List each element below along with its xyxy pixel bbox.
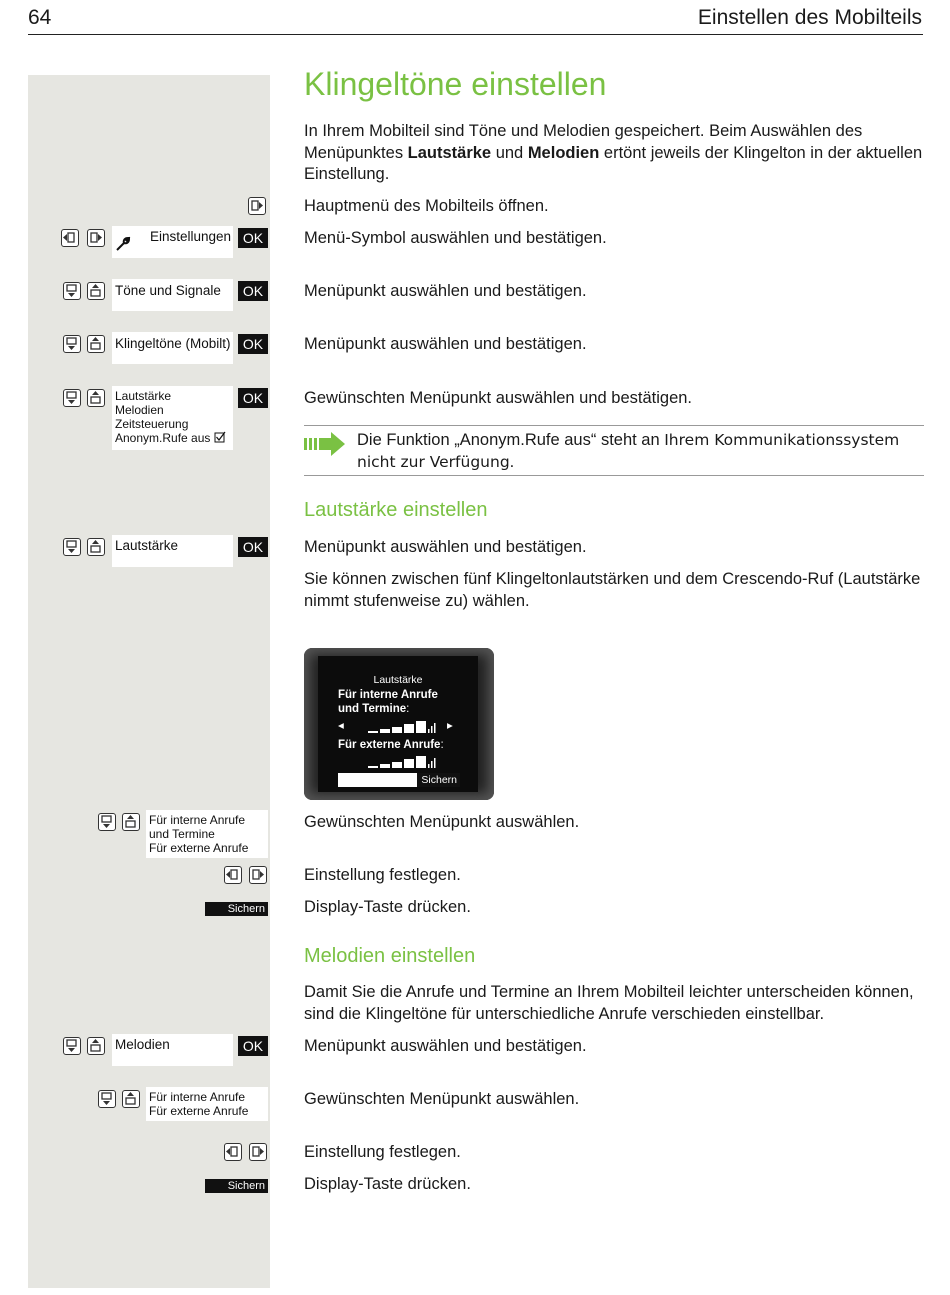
list-item: Melodien: [115, 403, 164, 417]
nav-down-key-icon: [63, 1037, 81, 1055]
ok-key: OK: [238, 228, 268, 248]
step-text: Einstellung festlegen.: [304, 866, 461, 884]
step-text: Menüpunkt auswählen und bestätigen.: [304, 1037, 587, 1055]
step-text: Gewünschten Menüpunkt auswählen.: [304, 813, 580, 831]
step-text: Menü-Symbol auswählen und bestätigen.: [304, 229, 607, 247]
step-text: Menüpunkt auswählen und bestätigen.: [304, 335, 587, 353]
nav-up-key-icon: [87, 389, 105, 407]
sichern-softkey: Sichern: [205, 1179, 268, 1193]
nav-left-key-icon: [224, 866, 242, 884]
nav-up-key-icon: [122, 1090, 140, 1108]
display-lautstaerke: Lautstärke: [112, 535, 233, 567]
ok-key: OK: [238, 334, 268, 354]
screen-display: [318, 656, 478, 792]
screen-softkey-bar: [338, 773, 460, 787]
nav-up-key-icon: [87, 1037, 105, 1055]
nav-up-key-icon: [122, 813, 140, 831]
list-item: Zeitsteuerung: [115, 417, 189, 431]
display-einstellungen: Einstellungen: [112, 226, 233, 258]
ok-key: OK: [238, 281, 268, 301]
nav-right-key-icon: [87, 229, 105, 247]
note-arrow-icon: [304, 431, 346, 462]
melodien-paragraph: Damit Sie die Anrufe und Termine an Ihrem Mobilteil leichter unterscheiden können, sind die Klingeltöne für unterschiedliche Anrufe verschieden einstellbar.: [304, 983, 914, 1023]
right-arrow-icon: ▸: [447, 720, 453, 732]
nav-down-key-icon: [63, 389, 81, 407]
note-rule-top: [304, 425, 924, 426]
section-heading-lautstaerke: Lautstärke einstellen: [304, 499, 488, 521]
step-text: Gewünschten Menüpunkt auswählen und bestätigen.: [304, 389, 693, 407]
ok-key: OK: [238, 537, 268, 557]
nav-left-key-icon: [61, 229, 79, 247]
section-heading-melodien: Melodien einstellen: [304, 945, 476, 967]
volume-bars-icon: [368, 755, 440, 774]
step-text: Display-Taste drücken.: [304, 1175, 471, 1193]
nav-up-key-icon: [87, 282, 105, 300]
display-lautst-list: [146, 810, 268, 858]
screen-softkey-sichern: Sichern: [417, 773, 460, 787]
list-item: Für interne Anrufe: [149, 813, 246, 827]
screen-line: Für externe Anrufe:: [338, 739, 444, 751]
display-melodien-list: [146, 1087, 268, 1121]
display-melodien: Melodien: [112, 1034, 233, 1066]
nav-down-key-icon: [98, 1090, 116, 1108]
display-menu-list: [112, 386, 233, 450]
lautstaerke-paragraph: Sie können zwischen fünf Klingeltonlautstärken und dem Crescendo-Ruf (Lautstärke nimmt stufenweise zu) wählen.: [304, 570, 921, 610]
display-toene: Töne und Signale: [112, 279, 233, 311]
chapter-title: Einstellen des Mobilteils: [697, 6, 922, 29]
nav-right-key-icon: [249, 866, 267, 884]
step-text: Menüpunkt auswählen und bestätigen.: [304, 538, 587, 556]
list-item: Anonym.Rufe aus: [115, 431, 233, 446]
list-item: Für externe Anrufe: [149, 1104, 249, 1118]
list-item: Lautstärke: [115, 389, 172, 403]
note-rule-bottom: [304, 475, 924, 476]
nav-down-key-icon: [63, 335, 81, 353]
screen-line: und Termine:: [338, 703, 410, 715]
step-text: Display-Taste drücken.: [304, 898, 471, 916]
list-item: Für interne Anrufe: [149, 1090, 246, 1104]
ok-key: OK: [238, 388, 268, 408]
nav-left-key-icon: [224, 1143, 242, 1161]
header-rule: [28, 34, 923, 35]
wrench-icon: [115, 236, 131, 255]
intro-paragraph: In Ihrem Mobilteil sind Töne und Melodien gespeichert. Beim Auswählen des Menüpunktes Lautstärke und Melodien ertönt jeweils der Klingelton in der aktuellen Einstellung.: [304, 122, 923, 183]
ok-key: OK: [238, 1036, 268, 1056]
screen-line: Für interne Anrufe: [338, 689, 438, 701]
display-klingeltoene: Klingeltöne (Mobilt): [112, 332, 233, 364]
nav-down-key-icon: [98, 813, 116, 831]
screen-title: Lautstärke: [373, 674, 423, 686]
list-item: Für externe Anrufe: [149, 841, 249, 855]
step-text: Einstellung festlegen.: [304, 1143, 461, 1161]
nav-up-key-icon: [87, 335, 105, 353]
nav-right-key-icon: [249, 1143, 267, 1161]
sichern-softkey: Sichern: [205, 902, 268, 916]
volume-bars-icon: [368, 720, 440, 739]
nav-right-key-icon: [248, 197, 266, 215]
list-item: und Termine: [149, 827, 215, 841]
nav-down-key-icon: [63, 538, 81, 556]
note-text: Die Funktion „Anonym.Rufe aus“ steht an Ihrem Kommunikationssystem nicht zur Verfügung.: [357, 431, 900, 471]
checkbox-checked-icon: [214, 431, 226, 446]
page-heading: Klingeltöne einstellen: [304, 66, 607, 102]
step-text: Hauptmenü des Mobilteils öffnen.: [304, 197, 549, 215]
phone-screen-image: [304, 648, 494, 800]
nav-down-key-icon: [63, 282, 81, 300]
page-number: 64: [28, 6, 52, 29]
step-text: Gewünschten Menüpunkt auswählen.: [304, 1090, 580, 1108]
left-arrow-icon: ◂: [338, 720, 344, 732]
nav-up-key-icon: [87, 538, 105, 556]
step-text: Menüpunkt auswählen und bestätigen.: [304, 282, 587, 300]
